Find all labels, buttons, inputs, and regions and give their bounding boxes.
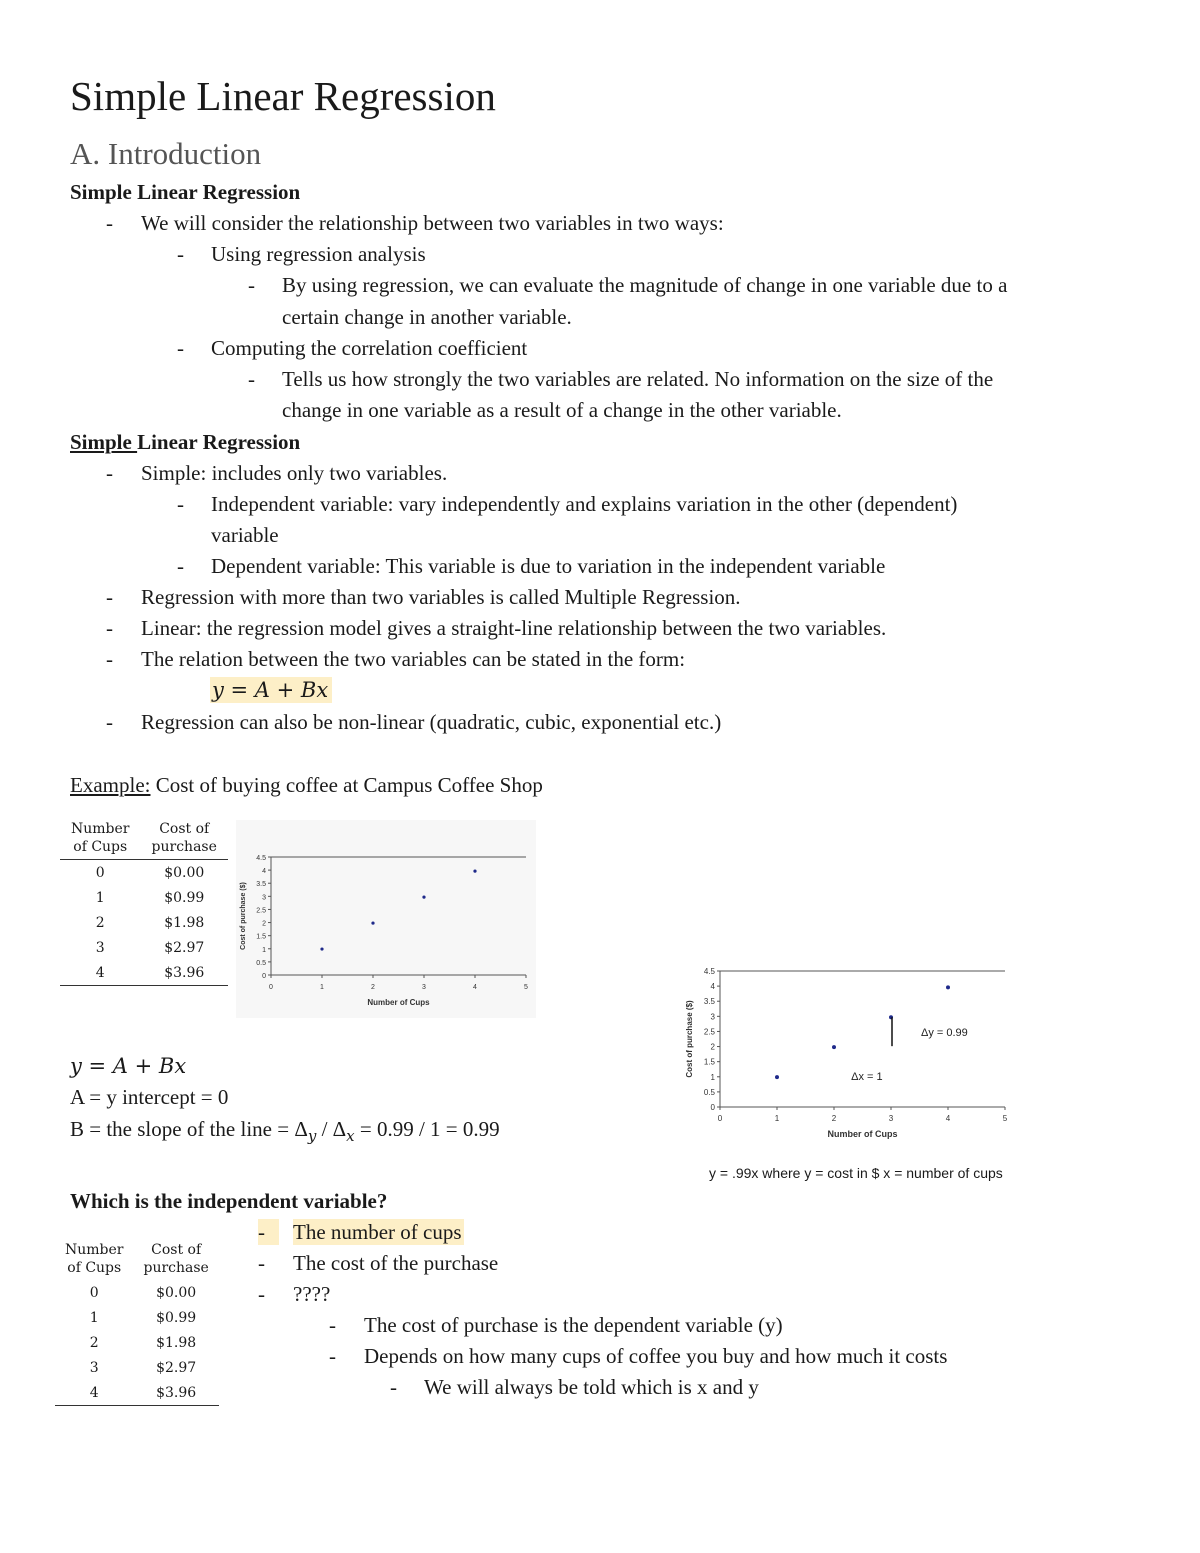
y-tick-label: 3.5 (703, 997, 715, 1007)
y-tick-label: 1 (710, 1072, 715, 1082)
data-point (946, 985, 950, 989)
bullet-dash: - (258, 1219, 279, 1245)
y-tick-label: 3.5 (256, 881, 266, 889)
x-tick-label: 4 (945, 1114, 951, 1123)
block1-bullet1b: Computing the correlation coefficient (211, 336, 528, 360)
block1-bullet1b1-line1: Tells us how strongly the two variables are related. No information on the size of the (282, 367, 994, 391)
delta-y-label: Δy = 0.99 (921, 1027, 968, 1040)
block2-bullet4: The relation between the two variables can be stated in the form: (141, 647, 686, 671)
answer-sub2: Depends on how many cups of coffee you buy and how much it costs (364, 1344, 948, 1368)
y-tick-label: 3 (262, 894, 266, 902)
x-tick-label: 3 (888, 1114, 894, 1123)
x-tick-label: 1 (320, 984, 324, 991)
x-axis-label: Number of Cups (367, 998, 430, 1007)
table-header-cups: Number of Cups (65, 1242, 124, 1276)
x-tick-label: 0 (269, 984, 273, 991)
bullet-dash: - (258, 1251, 265, 1275)
slope-slash: / Δ (316, 1117, 347, 1141)
block1-bullet1b1-line2: change in one variable as a result of a change in the other variable. (282, 398, 842, 422)
bullet-dash: - (106, 211, 113, 235)
bullet-dash: - (177, 492, 184, 516)
block1-bullet1a1-line1: By using regression, we can evaluate the magnitude of change in one variable due to a (282, 273, 1008, 297)
table-row: 0 $0.00 (89, 1284, 197, 1301)
x-tick-label: 4 (473, 984, 477, 991)
slope-result: = 0.99 / 1 = 0.99 (354, 1117, 500, 1141)
table-row: 0 $0.00 (95, 864, 205, 881)
block1-heading: Simple Linear Regression (70, 180, 301, 204)
example-text: Cost of buying coffee at Campus Coffee Shop (150, 773, 543, 797)
y-tick-label: 0.5 (703, 1087, 715, 1097)
y-tick-label: 4.5 (703, 967, 715, 976)
bullet-dash: - (106, 647, 113, 671)
table-row: 4 $3.96 (60, 960, 228, 986)
x-tick-label: 3 (422, 984, 426, 991)
bullet-dash: - (248, 273, 255, 297)
data-table-1 (60, 820, 228, 986)
y-tick-label: 1 (262, 946, 266, 954)
block2-bullet2: Regression with more than two variables is called Multiple Regression. (141, 585, 741, 609)
block2-bullet3: Linear: the regression model gives a straight-line relationship between the two variables. (141, 616, 887, 640)
bullet-dash: - (248, 367, 255, 391)
table-header-cost: Cost of purchase (143, 1242, 209, 1276)
bullet-dash: - (106, 710, 113, 734)
bullet-dash: - (390, 1375, 397, 1399)
x-tick-label: 2 (831, 1114, 837, 1123)
scatter-chart-1 (236, 820, 536, 1018)
page-title: Simple Linear Regression (70, 73, 496, 119)
block1-bullet1a: Using regression analysis (211, 242, 426, 266)
y-tick-label: 1.5 (703, 1057, 715, 1067)
y-tick-label: 2 (262, 920, 266, 928)
data-point (422, 896, 425, 899)
block2-bullet1a-line1: Independent variable: vary independently and explains variation in the other (dependent) (211, 492, 958, 516)
formula-highlighted: y = A + Bx (210, 677, 332, 703)
y-tick-label: 0 (710, 1103, 715, 1112)
bullet-dash: - (177, 242, 184, 266)
y-tick-label: 3 (710, 1012, 715, 1022)
bullet-dash: - (106, 461, 113, 485)
y-tick-label: 0.5 (256, 959, 266, 967)
table-row: 3 $2.97 (89, 1359, 197, 1376)
bullet-dash: - (106, 616, 113, 640)
example-heading (70, 772, 543, 798)
y-tick-label: 4 (710, 982, 715, 992)
table-header-cost: Cost of purchase (140, 820, 228, 860)
answer-sub2a: We will always be told which is x and y (424, 1375, 759, 1399)
question-heading: Which is the independent variable? (70, 1189, 388, 1213)
y-tick-label: 4 (262, 868, 266, 876)
bullet-dash: - (177, 554, 184, 578)
y-tick-label: 4.5 (256, 855, 266, 862)
scatter-chart-2 (680, 960, 1030, 1155)
block1-bullet1: We will consider the relationship between two variables in two ways: (141, 211, 724, 235)
x-axis-label: Number of Cups (827, 1129, 898, 1139)
x-tick-label: 2 (371, 984, 375, 991)
y-axis-label: Cost of purchase ($) (685, 1000, 694, 1078)
bullet-dash: - (329, 1344, 336, 1368)
block2-bullet1b: Dependent variable: This variable is due to variation in the independent variable (211, 554, 886, 578)
slope-sub-x: x (346, 1127, 355, 1146)
y-axis-label: Cost of purchase ($) (240, 882, 247, 950)
table-row: 2 $1.98 (95, 914, 205, 931)
data-table-2 (55, 1241, 219, 1406)
example-formula: y = A + Bx (70, 1054, 187, 1078)
block2-bullet1: Simple: includes only two variables. (141, 461, 448, 485)
table-header-cups: Number of Cups (60, 820, 140, 860)
option-unknown: ???? (293, 1282, 331, 1306)
y-tick-label: 2.5 (256, 907, 266, 915)
y-tick-label: 2 (710, 1042, 715, 1052)
slope-sub-y: y (307, 1127, 317, 1146)
answer-sub1: The cost of purchase is the dependent variable (y) (364, 1313, 783, 1337)
x-tick-label: 1 (774, 1114, 780, 1123)
slope-text: B = the slope of the line = Δ (70, 1117, 308, 1141)
data-point (320, 947, 323, 950)
table-row: 1 $0.99 (89, 1309, 197, 1326)
option-number-of-cups: The number of cups (293, 1220, 462, 1244)
option-cost-of-purchase: The cost of the purchase (293, 1251, 499, 1275)
x-tick-label: 5 (1002, 1114, 1008, 1123)
block2-heading-rest: Linear Regression (137, 430, 301, 454)
y-tick-label: 0 (262, 973, 266, 980)
table-row: 1 $0.99 (95, 889, 205, 906)
bullet-dash: - (106, 585, 113, 609)
x-tick-label: 0 (717, 1114, 723, 1123)
data-point (371, 921, 374, 924)
block2-heading-underlined: Simple (70, 430, 138, 454)
x-tick-label: 5 (524, 984, 528, 991)
data-point (832, 1045, 836, 1049)
data-point (473, 870, 476, 873)
example-label: Example: (70, 773, 151, 797)
slope-line (70, 1116, 500, 1149)
delta-x-label: Δx = 1 (851, 1070, 883, 1083)
data-point (775, 1075, 779, 1079)
bullet-dash: - (177, 336, 184, 360)
block1-bullet1a1-line2: certain change in another variable. (282, 305, 572, 329)
intercept-line: A = y intercept = 0 (70, 1085, 229, 1109)
block2-bullet1a-line2: variable (211, 523, 279, 547)
block2-bullet5: Regression can also be non-linear (quadratic, cubic, exponential etc.) (141, 710, 722, 734)
table-row: 3 $2.97 (95, 939, 205, 956)
table-row: 4 $3.96 (55, 1380, 219, 1406)
chart2-caption: y = .99x where y = cost in $ x = number of cups (709, 1165, 1003, 1181)
bullet-dash: - (329, 1313, 336, 1337)
y-tick-label: 1.5 (256, 933, 266, 941)
bullet-dash: - (258, 1282, 265, 1306)
y-tick-label: 2.5 (703, 1027, 715, 1037)
section-heading: A. Introduction (70, 136, 262, 171)
table-row: 2 $1.98 (89, 1334, 197, 1351)
block2-heading (70, 429, 300, 455)
